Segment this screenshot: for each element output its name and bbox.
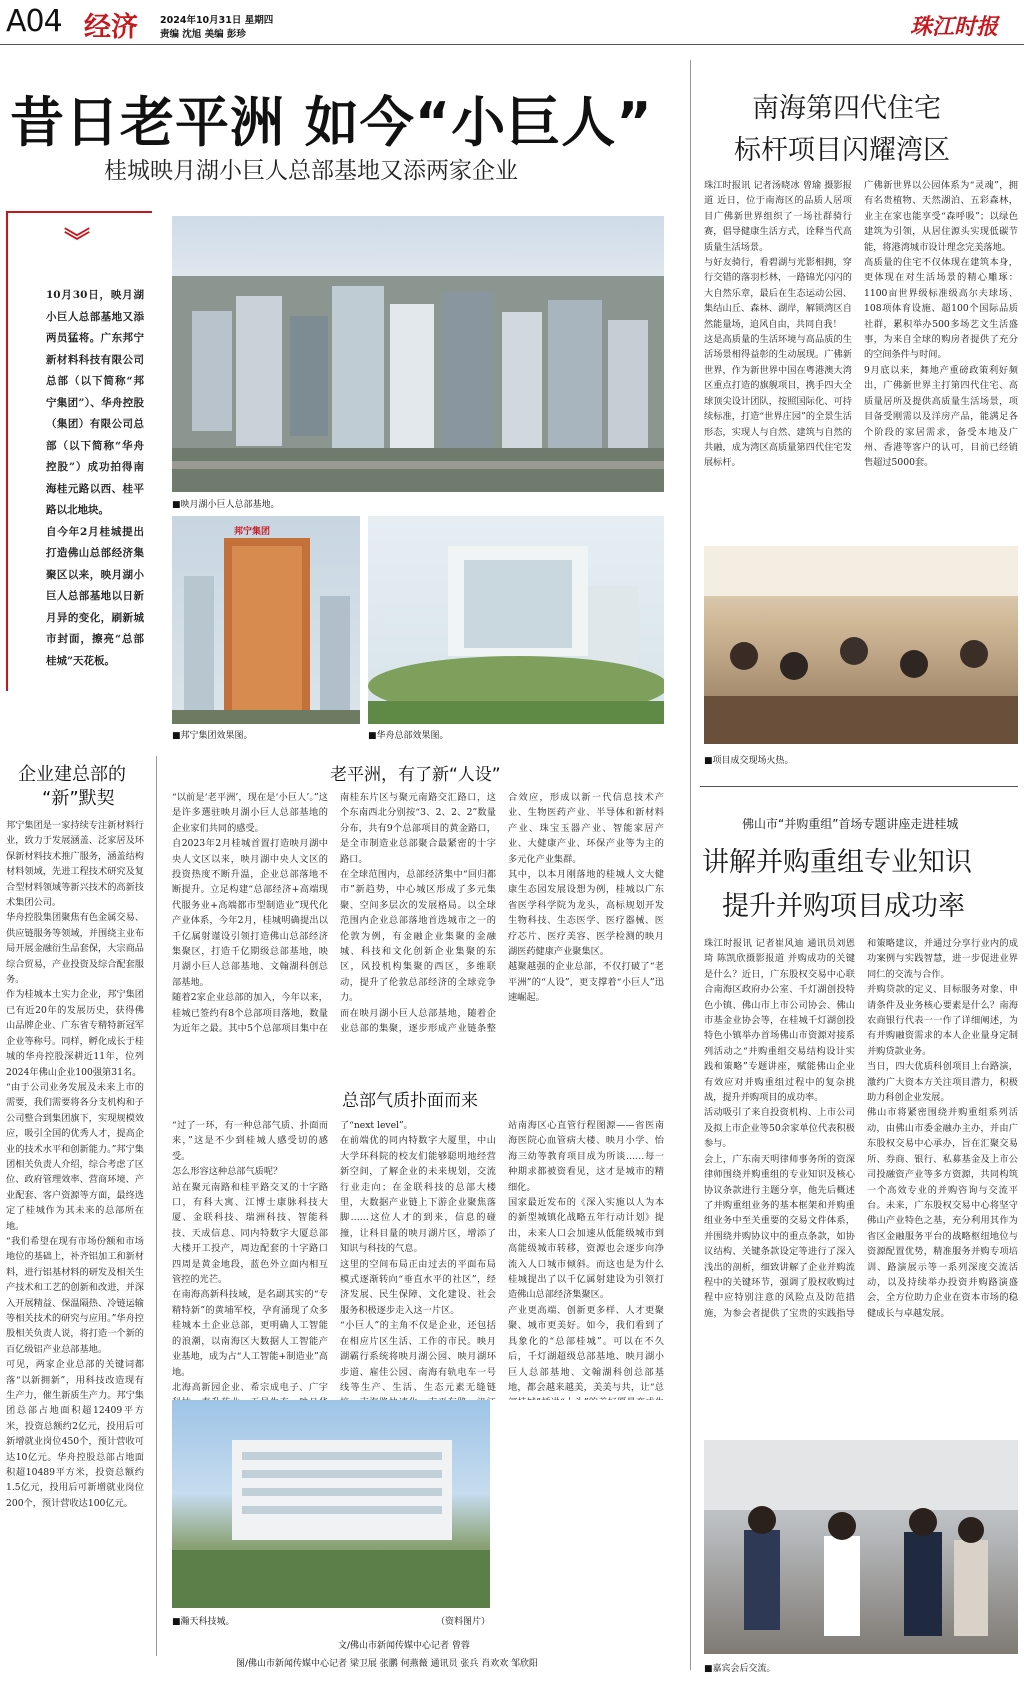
caption-huazhou: ■华舟总部效果图。 <box>368 731 449 741</box>
caption-sales: ■项目成交现场火热。 <box>704 756 794 766</box>
lecture-photo <box>704 1440 1018 1654</box>
bangning-illustration <box>172 516 360 724</box>
main-aerial-photo <box>172 216 664 492</box>
sec1-title-line1: 企业建总部的 <box>18 764 126 785</box>
right1-body-col1: 珠江时报讯 记者汤晓冰 曾瑜 摄影报道 近日，位于南海区的品质人居项目广佛新世界组织了一场社群骑行赛，倡导健康生活方式，诠释当代高质量生活场景。 与好友骑行，看碧湖与光影相拥，穿行交错的落羽杉林，一路锦光闪闪的大自然乐章，最后在生态运动公园、集结山丘、森林、湖岸，解锁湾区自然能量场，追风自由，共同自我！ 这是高质量的生活环境与高品质的生活场景相得益彰的生动展现。广佛新世界，作为新世界中国在粤港澳大湾区重点打造的旗舰项目，携手四大全球顶尖设计团队，按照国际化、可持续标准，打造“世界庄园”的全景生活形态，实现人与自然、建筑与自然的共融，成为湾区高质量第四代住宅发展标杆。 <box>704 180 852 469</box>
bangning-sign: 邦宁集团 <box>234 527 271 537</box>
hantian-illustration <box>172 1400 490 1608</box>
lecture-illustration <box>704 1440 1018 1654</box>
right2-title-line2: 提升并购项目成功率 <box>722 891 965 922</box>
right1-title-line1: 南海第四代住宅 <box>752 93 941 124</box>
bangning-render <box>172 516 360 724</box>
newspaper-logo: 珠江时报 <box>910 14 999 40</box>
sales-scene-photo <box>704 546 1018 744</box>
masthead <box>0 0 1024 44</box>
page-number: A04 <box>6 4 62 39</box>
right2-kicker: 佛山市“并购重组”首场专题讲座走进桂城 <box>742 817 959 831</box>
caption-bangning: ■邦宁集团效果图。 <box>172 731 253 741</box>
col-divider-1 <box>156 756 157 1656</box>
sec3-body: “过了一环，有一种总部气质、扑面而来，”这是不少到桂城人感受切的感受。 怎么形容这种总部气质呢？ 站在聚元南路和桂平路交叉的十字路口，有科大寓、江博士康脉科技大厦、金联科技、瑞洲科技、智能科技、天成信息、同内特数字大厦总部大楼开工投产，周边配套的十字路口四周是黄金地段，蓝色外立面内相互管控的光芒。 在南海高新科技域，是名副其实的“专精特新”的黄埔军校，孕育涌现了众多桂城本土企业总部，更明确人工智能的浪潮，以南海区大数据人工智能产业基地，成为占“人工智能+制造业”高地。 北海高新园企业、希宗成电子、广宇 了“next level”。 在前端优的同内特数字大厦里，中山大学环科院的校友们能够聪明地经营新空间，了解企业的未来规划，交流行业走向；在金联科技的总部大楼里，大数据产业链上下游企业聚焦落脚……这位人才的到来，信息的碰撞，让科目量的映月湖片区，增添了知识与科技的气息。 这里的空间布局正由过去的平面布局模式逐渐转向“垂直水平的社区”，经济发展、民生保障、文化建设、社会服务积极逐步走入这一片区。 “小巨人”的主角不仅是企业，还包括在相应片区生活、工作的市民。映月湖霸行系统将映月湖公园、映月湖环步道、雇佳公园、南海有轨电车一号线等生产、生活、生态元素无缝链 站南海区心直管行程图源——省医南海医院心血管病大楼、映月小学、怡海三幼等教育项目成为所谈……每一种期求都被资看见，这才是城市的精细化。 国家最近发布的《深入实施以人为本的新型城镇化战略五年行动计划》提出，未来人口会加速从低能级城市到高能级城市转移，资源也会逐步向净流入人口城市倾斜。而这也是为什么桂城提出了以千亿属射建设为引领打造佛山总部经济集聚区。 产业更高端、创新更多样、人才更聚聚、城市更美好。如今，我们看到了具象化的“总部桂城”。可以在不久后，千灯湖超级总部基地、映月湖小巨人总部基地、文翰湖科创总部基地，都会越来越美，美美与共，让“总 <box>172 1120 664 1393</box>
lead-headline: 昔日老平洲 如今“小巨人” <box>10 91 653 154</box>
caption-main-photo: ■映月湖小巨人总部基地。 <box>172 500 280 510</box>
sec2-body: “以前是‘老平洲’，现在是‘小巨人’。”这是许多選驻映月湖小巨人总部基地的企业家们共同的感受。 自2023年2月桂城首置打造映月湖中央人文区以来，映月湖中央人文区的投资热度不断升温，企业总部落地不断提升。立足构建“总部经济+高端现代服务业+高端都市型制造业”现代化产业体系，今年2月，桂城明确提出以千亿属射谨设引领打造佛山总部经济集聚区，打造千亿期级总部基地，映月湖小巨人总部基地、文翰湖科创总部基地。 随着2家企业总部的加入，今年以来，桂城已签约有8个总部项目落地，数量为近年之最。其中5个总部项目集中在南桂东片区与聚元南路交汇路口，这个东南西北分别按“3、2、2、2”数量分布，共有9个总部项目的黄金路口，是全市制造业总部聚合最紧密的十字路口。 在全球范围内，总部经济集中“回归都市”新趋势，中心城区形成了多元集聚、空间多层次的发展格局。以全球范围内企业总部落地首选城市之一的伦敦为例，有金融企业集聚的金融城、科技和文化创新企业集聚的东区，风投机构集聚的西区，多维联动，提升了伦敦总部经济的全球竞争力。 而在映月湖小巨人总部基地，随着企业总部的集聚，逐步形成产业链条整合效应，形成以新一代信息技术产业、生物医药产业、半导体和新材料产业、珠宝玉器产业、智能家居产业、大健康产业、环保产业等为主的多元化产业集群。 其中，以本月刚落地的桂城人文大健康生态园发展设想为例，桂城以广东省医学科学院为龙头，高标规划开发生物科技、生态医学、医疗器械、医疗芯片、医疗美容、医学检测的映月湖医药健康产业聚集区。 越聚越强的企业总部，不仅打破了“老平洲”的“人设”，更支撑着“小巨人”迅速崛起。 <box>172 792 664 1035</box>
editors: 责编 沈旭 美编 彭珍 <box>160 29 246 40</box>
aerial-illustration <box>172 216 664 492</box>
intro-text: 10月30日，映月湖小巨人总部基地又添两员猛将。广东邦宁新材料科技有限公司总部（以下简称“邦宁集团”）、华舟控股（集团）有限公司总部（以下简称“华舟控股”）成功拍得南海桂元路以西、桂平路以北地块。 自今年2月桂城提出打造佛山总部经济集聚区以来，映月湖小巨人总部基地以日新月异的变化，刷新城市封面，擦亮“总部桂城”天花板。 <box>46 289 144 667</box>
issue-date: 2024年10月31日 星期四 <box>160 15 274 26</box>
photo-credit: （资料图片） <box>436 1617 491 1627</box>
caption-lecture: ■嘉宾会后交流。 <box>704 1664 776 1674</box>
intro-box <box>6 211 152 691</box>
col-divider-2 <box>690 60 691 1670</box>
hantian-photo-mask <box>490 1400 664 1608</box>
byline-text: 文/佛山市新闻传媒中心记者 曾蓉 <box>338 1641 470 1651</box>
sec3-title: 总部气质扑面而来 <box>342 1091 478 1111</box>
huazhou-render <box>368 516 664 724</box>
sec1-title-line2: “新”默契 <box>42 788 115 809</box>
byline-photo: 图/佛山市新闻传媒中心记者 梁卫展 张鹏 何燕薇 通讯员 张兵 肖欢欢 邹欣阳 <box>236 1659 539 1669</box>
lead-subhead: 桂城映月湖小巨人总部基地又添两家企业 <box>104 158 518 184</box>
right2-body: 珠江时报讯 记者崔风迪 通讯员刘恩琦 陈凯欣摄影报道 并购成功的关键是什么？近日，广东股权交易中心联合南海区政府办公室、千灯湖创投特色小镇、佛山市上市公司协会、佛山市基金业协会等，在桂城千灯湖创投特色小镇举办首场佛山市资源对接系列活动之“并购重组交易结构设计实践和策略”专题讲座，赋能佛山企业有效应对并购重组过程中的复杂挑战，提升并购项目的成功率。 活动吸引了来自投资机构、上市公司及拟上市企业等50余家单位代表积极参与。 会上，广东南天明律师事务所的资深律师围绕并购重组的专业知识及核心协议条款进行主题分享，他先后概述了并购重组业务的基本框架和并购重组业务中至关重要的交易文件体系，并围绕并购协议中的重点条款，如协议结构、关键条款设定等进行了深入浅出的剖析，细致讲解了企业并购流程中的关键环节，强调了股权收购过程中应特别注意的风险点及防范措施，为参会者提供了宝贵的实践指导和策略建议，并通过分享行业内的成功案例与实践智慧，进一步促进业界同仁的交流与合作。 并购贷款的定义、目标服务对象、申请条件及业务核心要素是什么？南海农商银行代表一一作了详细阐述，为有并购融资需求的本人企业量身定制并购贷款业务。 当日，四大优质科创项目上台路演，激约广大资本方关注项目潜力，积极助力科创企业发展。 佛山市将紧密围绕并购重组系列活动，由佛山市委金融办主办，并由广东股权交易中心承办，旨在汇聚交易所、券商、银行、私募基金及上市公司投融资产业等多方资源，共同构筑一个高效专业的并购咨询与交流平台。未来，广东股权交易中心将坚守佛山产业特色之基，充分利用其作为省区金融服务平台的战略枢纽地位与资源配置优势，精准服务并购专项培训、路演展示等一系列深度交流活动，以及持续举办投资并购路演盛会，全方位助力企业在资本市场的稳健成长与卓越发展。 <box>704 938 1018 1319</box>
caption-hantian: ■瀚天科技城。 <box>172 1617 235 1627</box>
chevron-down-icon: ︾ <box>64 227 91 257</box>
right-divider <box>700 786 1018 787</box>
sec1-body: 邦宁集团是一家持续专注新材料行业，致力于发展涵盖、泛家居及环保新材料技术推广服务，涵盖结构材料领域，先进工程技术研究及复合型材料领域等新兴技术的高新技术集团公司。 华舟控股集团聚焦有色金属交易、供应链服务等领域，并围绕主业布局开展金融衍生品套保，大宗商品综合贸易，产业投资及综合配套服务。 作为桂城本土实力企业，邦宁集团已有近20年的发展历史，获得佛山品牌企业、广东省专精特新冠军企业等称号。同样，孵化成长于桂城的华舟控股深耕近11年，位列2024年佛山企业100强第31名。 “由于公司业务发展及未来上市的需要，我们需要将各分支机构和子公司整合到集团旗下，实现规模效应，吸引全国的优秀人才，提高企业的技术水平和创新能力。”邦宁集团相关负责人介绍，综合考虑了区位、政府管理效率、营商环境、产业配套、客户资源等方面，最终选定了桂城作为其未来的总部所在地。 “我们希望在现有市场份额和市场地位的基础上，补齐铝加工和新材料，进行铝基材料的研发及相关生产技术和工艺的创新和改进，并深入开展精益、保温隔热、冷链运输等相关技术的研究与应用。”华舟控股相关负责人说，将打造一个新的百亿级铝产业总部基地。 可见，两家企业总部的关键词都落“以新拥新”，用科技改造现有生产力，催生新质生产力。邦宁集团总部占地面积超12409平方米，投资总额约2亿元，投用后可新增就业岗位450个，预计营收可达10亿元。华舟控股总部占地面积超10489平方米，投资总额约1.5亿元，投用后可新增就业岗位200个，预计营收达100亿元。 <box>6 820 144 1509</box>
right1-body-col2: 广佛新世界以公园体系为“灵魂”，拥有名贵植物、天然湖泊、五彩森林，业主在家也能享受“森呼吸”；以绿色建筑为引领，从居住源头实现低碳节能，将港湾城市设计理念完美落地。 高质量的住宅不仅体现在建筑本身，更体现在对生活场景的精心雕琢：1100亩世界级标准级高尔夫球场、108项体育设施、超100个国际品质社群，累积举办500多场艺文生活盛事，为来自全球的购房者提供了充分的空间条件与时间。 9月底以来，舞地产重磅政策利好频出，广佛新世界主打第四代住宅、高质量居所及提供高质量生活场景，项目备受刚需以及洋房产品，能满足各个阶段的家居需求，备受本地及广州、香港等客户的认可，目前已经销售超过5000套。 <box>864 180 1018 469</box>
masthead-rule <box>0 44 1024 45</box>
sales-scene-illustration <box>704 546 1018 744</box>
section-name: 经济 <box>84 12 138 43</box>
huazhou-illustration <box>368 516 664 724</box>
right1-title-line2: 标杆项目闪耀湾区 <box>734 135 950 166</box>
right2-title-line1: 讲解并购重组专业知识 <box>702 847 972 878</box>
hantian-photo <box>172 1400 490 1608</box>
sec2-title: 老平洲，有了新“人设” <box>330 765 501 785</box>
